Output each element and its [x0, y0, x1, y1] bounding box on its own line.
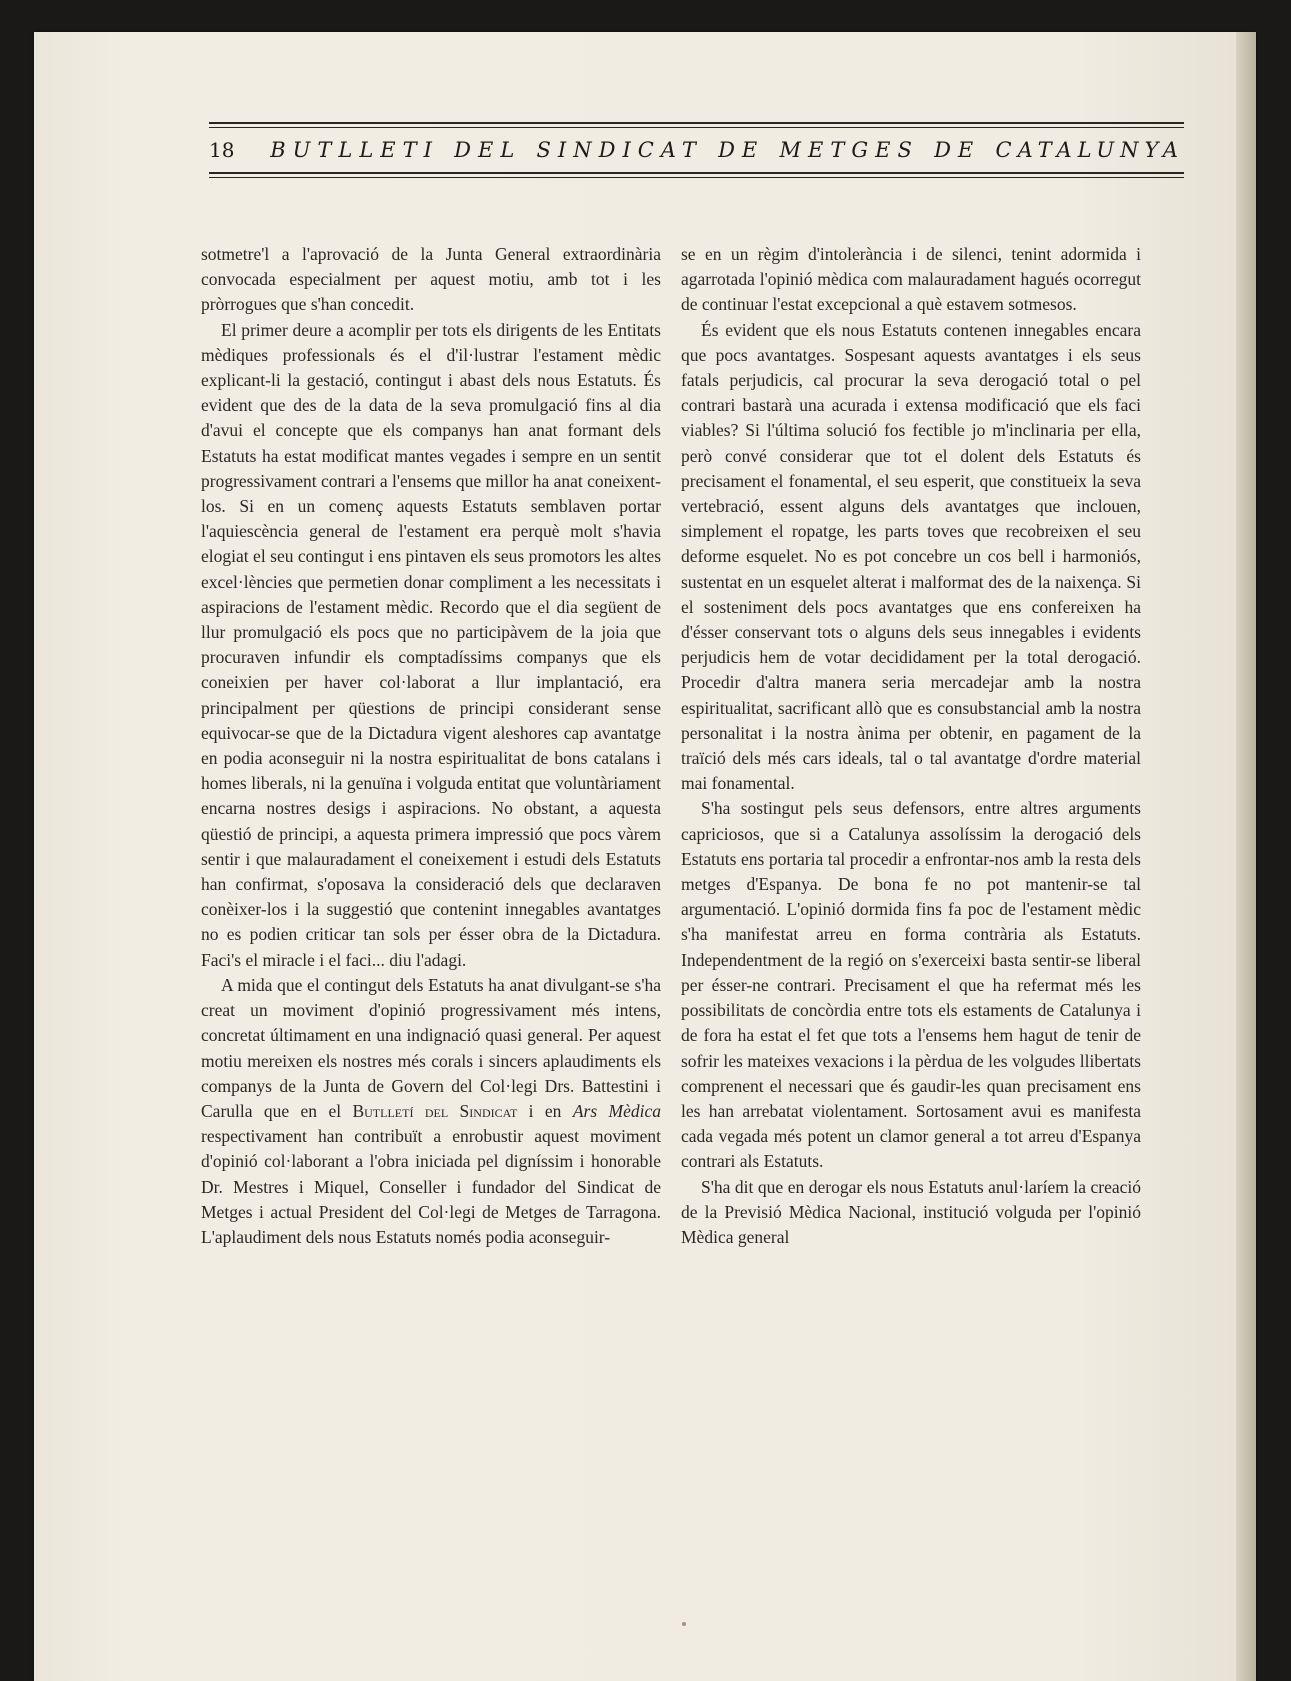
header-word: BUTLLETI — [270, 138, 439, 162]
running-head — [209, 132, 1184, 168]
paragraph — [201, 973, 661, 1250]
header-rule-top-thin — [209, 127, 1184, 128]
page — [34, 32, 1256, 1681]
header-word: SINDICAT — [536, 138, 703, 162]
journal-name-italic: Ars Mèdica — [572, 1100, 661, 1121]
header-word: METGES — [779, 138, 919, 162]
header-word: DE — [934, 138, 981, 162]
left-column — [201, 242, 661, 1250]
paper-speck — [682, 1622, 686, 1626]
header-word: DE — [718, 138, 765, 162]
page-number: 18 — [209, 138, 235, 162]
paragraph-text: i en — [517, 1100, 573, 1121]
header-rule-bottom — [209, 172, 1184, 174]
running-header — [209, 122, 1184, 184]
paragraph: S'ha sostingut pels seus defensors, entre altres arguments capriciosos, que si a Catalunya assolíssim la derogació dels Estatuts ens portaria tal procedir a enfrontar-nos amb la resta dels metges d'Espanya. De bona fe no pot mantenir-se tal argumentació. L'opinió dormida fins fa poc de l'estament mèdic s'ha manifestat arreu en forma contrària als Estatuts. Independentment de la regió on s'exerceixi basta sentir-se liberal per ésser-ne contrari. Precisament el que ha refermat més les possibilitats de concòrdia entre tots els estaments de Catalunya i de fora ha estat el fet que tots a l'ensems hem hagut de tenir de sofrir les mateixes vexacions i la pèrdua de les volgudes llibertats comprenent el necessari que és gaudir-les quan precisament ens les han arrebatat violentament. Sortosament avui es manifesta cada vegada més potent un clamor general a tot arreu d'Espanya contrari als Estatuts. — [681, 798, 1141, 1172]
page-spine-shadow — [1236, 32, 1256, 1681]
paragraph: se en un règim d'intolerància i de silenci, tenint adormida i agarrotada l'opinió mèdica com malauradament hagués ocorregut de continuar l'estat excepcional a què estavem sotmesos. — [681, 244, 1141, 315]
journal-name-smallcaps: Butlletí del Sindicat — [352, 1100, 518, 1121]
header-word: CATALUNYA — [995, 138, 1184, 162]
paragraph: El primer deure a acomplir per tots els dirigents de les Entitats mèdiques professionals és el d'il·lustrar l'estament mèdic explicant-li la gestació, contingut i abast dels nous Estatuts. És evident que des de la data de la seva promulgació fins al dia d'avui el concepte que els companys han anat formant dels Estatuts ha estat modificat mantes vegades i sempre en un sentit progressivament contrari a l'ensems que millor ha anat coneixent-los. Si en un començ aquests Estatuts semblaven portar l'aquiescència general de l'estament era perquè molt s'havia elogiat el seu contingut i ens pintaven els seus promotors les altes excel·lències que permetien donar compliment a les necessitats i aspiracions de l'estament mèdic. Recordo que el dia següent de llur promulgació els pocs que no participàvem de la joia que procuraven infundir els comptadíssims companys que els coneixien per haver col·laborat a llur implantació, era principalment per qüestions de principi considerant sense equivocar-se que de la Dictadura vigent aleshores cap avantatge en podia aconseguir ni la nostra espiritualitat de bons catalans i homes liberals, ni la genuïna i volguda entitat que voluntàriament encarna nostres desigs i aspiracions. No obstant, a aquesta qüestió de principi, a aquesta primera impressió que pocs vàrem sentir i que malauradament el coneixement i estudi dels Estatuts han confirmat, s'oposava la consideració dels que declaraven conèixer-los i la suggestió que contenint innegables avantatges no es podien criticar tan sols per ésser obra de la Dictadura. Faci's el miracle i el faci... diu l'adagi. — [201, 319, 661, 970]
right-column — [681, 242, 1141, 1250]
paragraph-text: respectivament han contribuït a enrobustir aquest moviment d'opinió col·laborant a l'obra iniciada pel digníssim i honorable Dr. Mestres i Miquel, Conseller i fundador del Sindicat de Metges i actual President del Col·legi de Metges de Tarragona. L'aplaudiment dels nous Estatuts només podia aconseguir- — [201, 1126, 661, 1247]
paragraph-text: A mida que el contingut dels Estatuts ha anat divulgant-se s'ha creat un moviment d'opinió progressivament més intens, concretat últimament en una indignació quasi general. Per aquest motiu mereixen els nostres més corals i sincers aplaudiments els companys de la Junta de Govern del Col·legi Drs. Battestini i Carulla que en el — [201, 974, 661, 1121]
paragraph: S'ha dit que en derogar els nous Estatuts anul·laríem la creació de la Previsió Mèdica Nacional, institució volguda per l'opinió Mèdica general — [681, 1176, 1141, 1247]
header-rule-top — [209, 122, 1184, 124]
paragraph: sotmetre'l a l'aprovació de la Junta General extraordinària convocada especialment per aquest motiu, amb tot i les pròrrogues que s'han concedit. — [201, 244, 661, 315]
paragraph: És evident que els nous Estatuts contenen innegables encara que pocs avantatges. Sospesant aquests avantatges i els seus fatals perjudicis, cal procurar la seva derogació total o pel contrari bastarà una acurada i extensa modificació que els faci viables? Si l'última solució fos fectible jo m'inclinaria per ella, però convé considerar que tot el dolent dels Estatuts és precisament el fonamental, el seu esperit, que constitueix la seva vertebració, essent alguns dels avantatges que inclouen, simplement el ropatge, les parts toves que recobreixen el seu deforme esquelet. No es pot concebre un cos bell i harmoniós, sustentat en un esquelet alterat i malformat des de la naixença. Si el sosteniment dels pocs avantatges que ens confereixen ha d'ésser conservant tots o alguns dels seus innegables i evidents perjudicis hem de votar decididament per la total derogació. Procedir d'altra manera seria mercadejar amb la nostra espiritualitat, sacrificant allò que es consubstancial amb la nostra personalitat i la nostra ànima per obtenir, en pagament de la traïció dels més cars ideals, tal o tal avantatge d'ordre material mai fonamental. — [681, 319, 1141, 794]
header-word: DEL — [454, 138, 522, 162]
header-rule-bottom-thin — [209, 177, 1184, 178]
